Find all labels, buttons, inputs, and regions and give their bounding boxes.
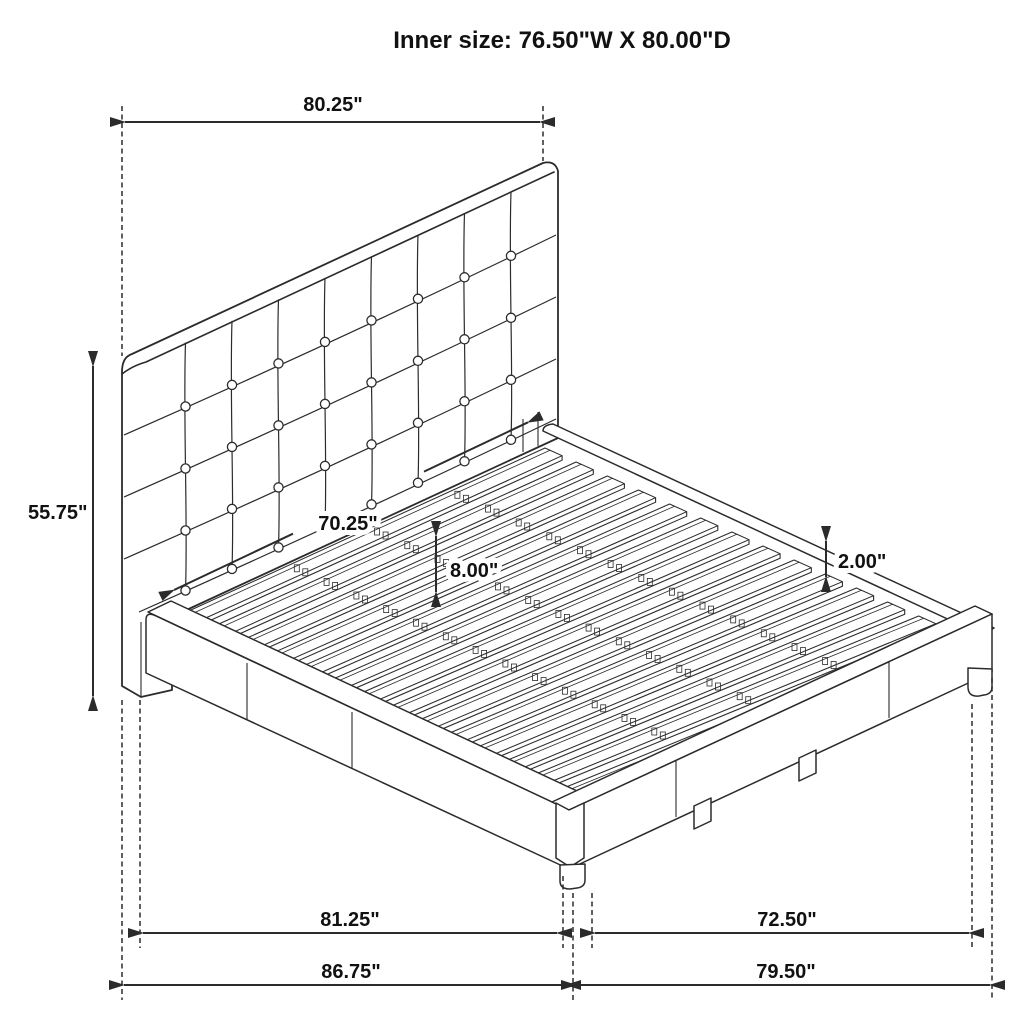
right-corner-leg — [968, 668, 992, 696]
tuft-button — [320, 399, 329, 408]
dim-headboard-height — [28, 366, 93, 696]
dim-foot-inner-width — [595, 909, 969, 933]
dim-label-slat-spacing: 8.00" — [450, 560, 499, 582]
tuft-button — [227, 380, 236, 389]
dim-label-overall-width: 79.50" — [756, 961, 816, 983]
tuft-button — [320, 337, 329, 346]
tuft-button — [181, 526, 190, 535]
tuft-button — [274, 543, 283, 552]
tuft-button — [181, 464, 190, 473]
tuft-button — [181, 402, 190, 411]
dim-label-headboard-width: 80.25" — [303, 94, 363, 116]
tuft-button — [413, 294, 422, 303]
tuft-button — [274, 483, 283, 492]
tuft-button — [274, 421, 283, 430]
dim-side-rail-length — [143, 909, 557, 933]
dim-label-foot-inner-width: 72.50" — [757, 909, 817, 931]
dim-label-side-rail-length: 81.25" — [320, 909, 380, 931]
dim-label-overall-depth: 86.75" — [321, 961, 381, 983]
tuft-button — [460, 397, 469, 406]
tuft-button — [506, 313, 515, 322]
corner-block — [556, 803, 584, 867]
dim-headboard-width — [125, 94, 540, 122]
tuft-button — [413, 418, 422, 427]
tuft-button — [227, 442, 236, 451]
tuft-button — [506, 251, 515, 260]
tuft-button — [413, 356, 422, 365]
page-title: Inner size: 76.50"W X 80.00"D — [393, 27, 731, 54]
tuft-button — [227, 504, 236, 513]
dim-overall-width — [576, 961, 990, 985]
dim-label-headboard-height: 55.75" — [28, 502, 88, 524]
tuft-button — [320, 461, 329, 470]
tuft-button — [506, 435, 515, 444]
tuft-button — [460, 273, 469, 282]
tuft-button — [181, 586, 190, 595]
tuft-button — [367, 316, 376, 325]
tuft-button — [367, 500, 376, 509]
tuft-button — [227, 564, 236, 573]
dim-label-slat-height: 2.00" — [838, 551, 887, 573]
tuft-button — [367, 440, 376, 449]
tuft-button — [413, 478, 422, 487]
tuft-button — [274, 359, 283, 368]
tuft-button — [367, 378, 376, 387]
tuft-button — [460, 457, 469, 466]
tuft-button — [460, 335, 469, 344]
dim-overall-depth — [124, 961, 566, 985]
tuft-button — [506, 375, 515, 384]
dim-label-inner-width: 70.25" — [318, 513, 378, 535]
